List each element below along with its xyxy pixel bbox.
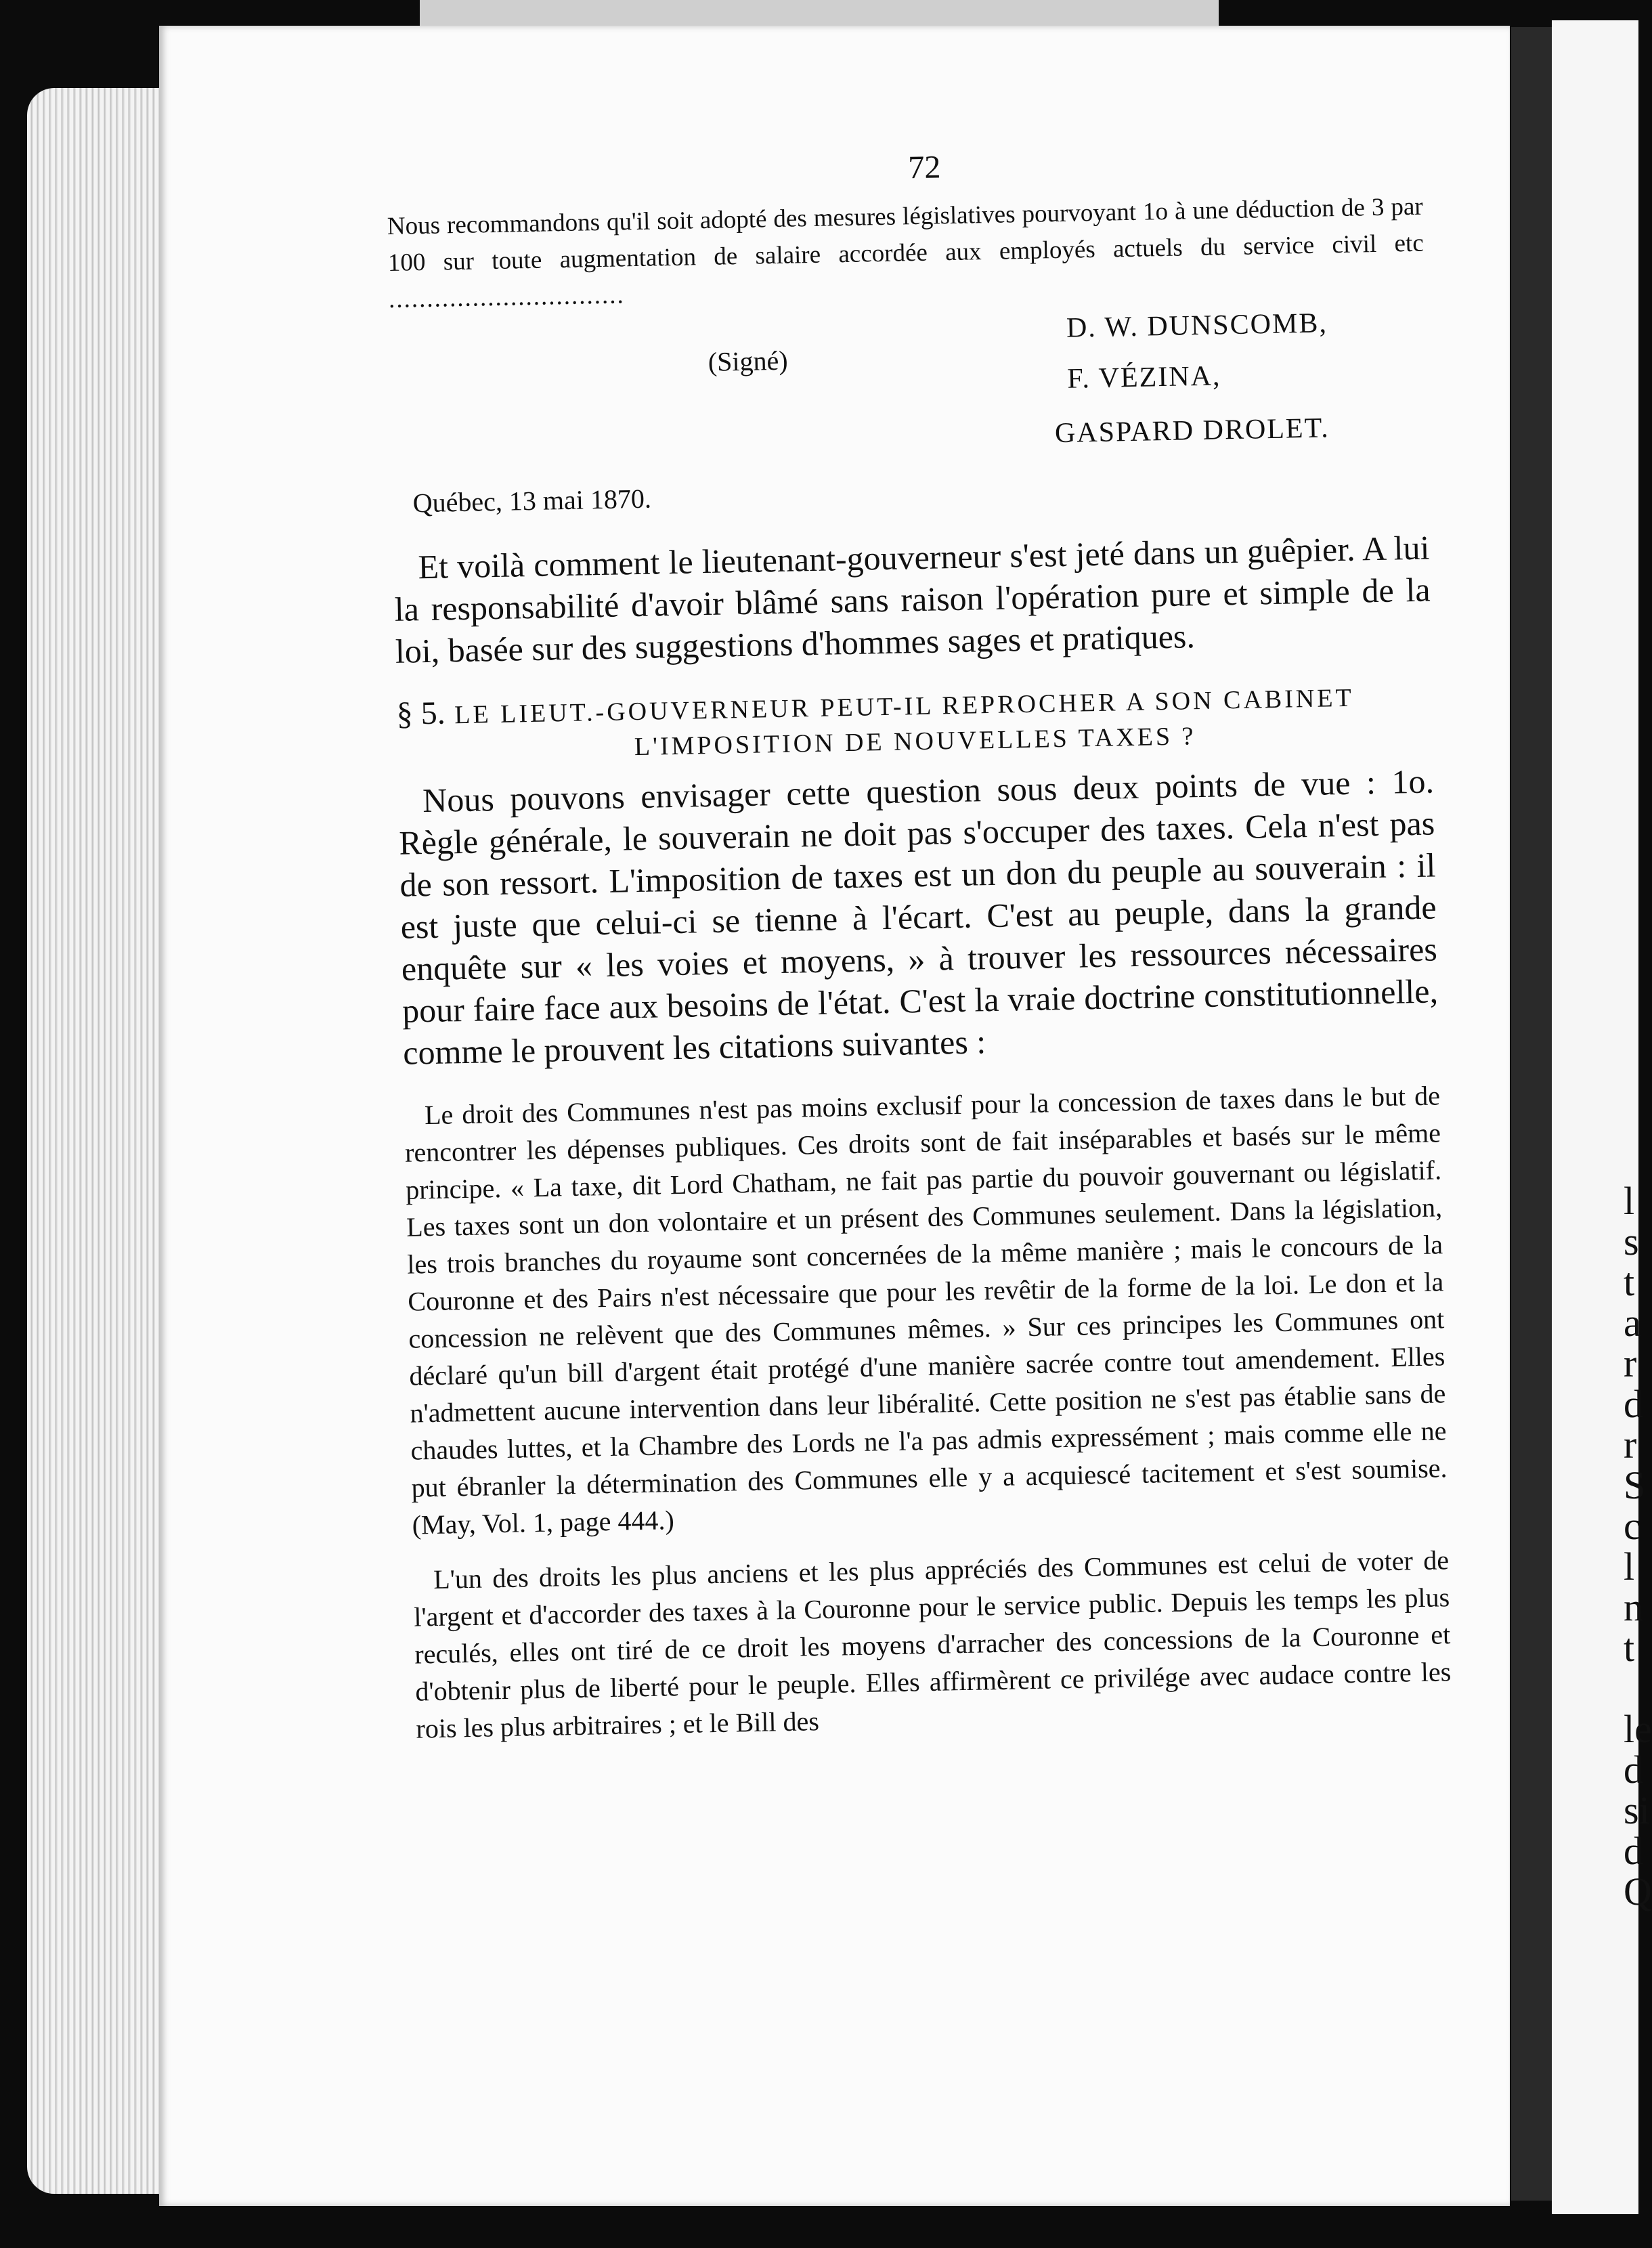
quotation-2: L'un des droits les plus anciens et les plus appréciés des Communes est celui de voter de l'argent et d'accorder des taxes à la Couronne pour le service public. Depuis les temps les plus reculés, elles ont tiré de ce droit les moyens d'arracher des concessions de la Couronne et d'obtenir plus de liberté pour le peuple. Elles affirmèrent ce privilége avec audace contre les rois les plus arbitraires ; et le Bill des <box>413 1544 1452 1744</box>
signatory-3: GASPARD DROLET. <box>1054 412 1330 450</box>
facing-page-char: d <box>1624 1382 1643 1426</box>
facing-page-char: t <box>1624 1260 1635 1304</box>
facing-page-char: si <box>1624 1788 1650 1832</box>
section-number: § 5. <box>396 695 446 732</box>
paragraph-2: Nous pouvons envisager cette question sous deux points de vue : 1o. Règle générale, le souverain ne doit pas s'occuper des taxes. Cela n'est pas de son ressort. L'imposition de taxes est un don du peuple au souverain : il est juste que celui-ci se tienne à l'écart. C'est au peuple, dans la grande enquête sur « les voies et moyens, » à trouver les ressources nécessaires pour faire face aux besoins de l'état. C'est la vraie doctrine constitutionnelle, comme le prouvent les citations suivantes : <box>398 762 1439 1072</box>
page-content <box>386 139 1452 1765</box>
recommendation-body: Nous recommandons qu'il soit adopté des mesures législatives pourvoyant 1o à une déduction de 3 par 100 sur toute augmentation de salaire accordée aux employés actuels du service civil etc <box>387 192 1425 277</box>
facing-page-char: a <box>1624 1301 1641 1345</box>
facing-page-char: Q <box>1624 1869 1652 1914</box>
book-gutter <box>1511 27 1552 2201</box>
section-title-line-2: L'IMPOSITION DE NOUVELLES TAXES ? <box>634 722 1196 762</box>
facing-page-char: r <box>1624 1341 1637 1385</box>
recommendation-text <box>387 189 1425 318</box>
facing-page-char: n <box>1624 1585 1643 1629</box>
facing-page-char: le <box>1624 1707 1652 1751</box>
facing-page-char: d <box>1624 1829 1643 1873</box>
quotation-1: Le droit des Communes n'est pas moins exclusif pour la concession de taxes dans le but de rencontrer les dépenses publiques. Ces droits sont de fait inséparables et basés sur le même principe. « La taxe, dit Lord Chatham, ne fait pas partie du pouvoir gouvernant ou législatif. Les taxes sont un don volontaire et un présent des Communes seulement. Dans la législation, les trois branches du royaume sont concernées de la même manière ; mais le concours de la Couronne et des Pairs n'est nécessaire que pour les revêtir de la forme de la loi. Le don et la concession ne relèvent que des Communes mêmes. » Sur ces principes les Communes ont déclaré qu'un bill d'argent était protégé d'une manière sacrée contre tout amendement. Elles n'admettent aucune intervention dans leur libéralité. Cette position ne s'est pas établie sans de chaudes luttes, et la Chambre des Lords ne l'a pas admis expressément ; mais comme elle ne put ébranler la détermination des Communes elle y a acquiescé tacitement et s'est soumise. (May, Vol. 1, page 444.) <box>404 1080 1448 1540</box>
facing-page-char: s <box>1624 1219 1639 1263</box>
signatory-1: D. W. DUNSCOMB, <box>1066 307 1328 344</box>
signatory-2: F. VÉZINA, <box>1066 360 1221 395</box>
facing-page-char: r <box>1624 1423 1637 1467</box>
facing-page-char: d <box>1624 1748 1643 1792</box>
signed-label: (Signé) <box>708 345 789 377</box>
facing-page-char: c <box>1624 1504 1641 1548</box>
facing-page-char: l <box>1624 1544 1635 1588</box>
facing-page-char: S <box>1624 1463 1646 1507</box>
place-date: Québec, 13 mai 1870. <box>412 483 652 519</box>
facing-page-char: t <box>1624 1626 1635 1670</box>
facing-page-char: l <box>1624 1179 1635 1223</box>
paragraph-1: Et voilà comment le lieutenant-gouverneur s'est jeté dans un guêpier. A lui la responsabilité d'avoir blâmé sans raison l'opération pure et simple de la loi, basée sur des suggestions d'hommes sages et pratiques. <box>394 528 1431 670</box>
page-number: 72 <box>907 149 941 186</box>
section-title-line-1: LE LIEUT.-GOUVERNEUR PEUT-IL REPROCHER A SON CABINET <box>454 683 1355 730</box>
signature-block <box>389 305 1428 481</box>
